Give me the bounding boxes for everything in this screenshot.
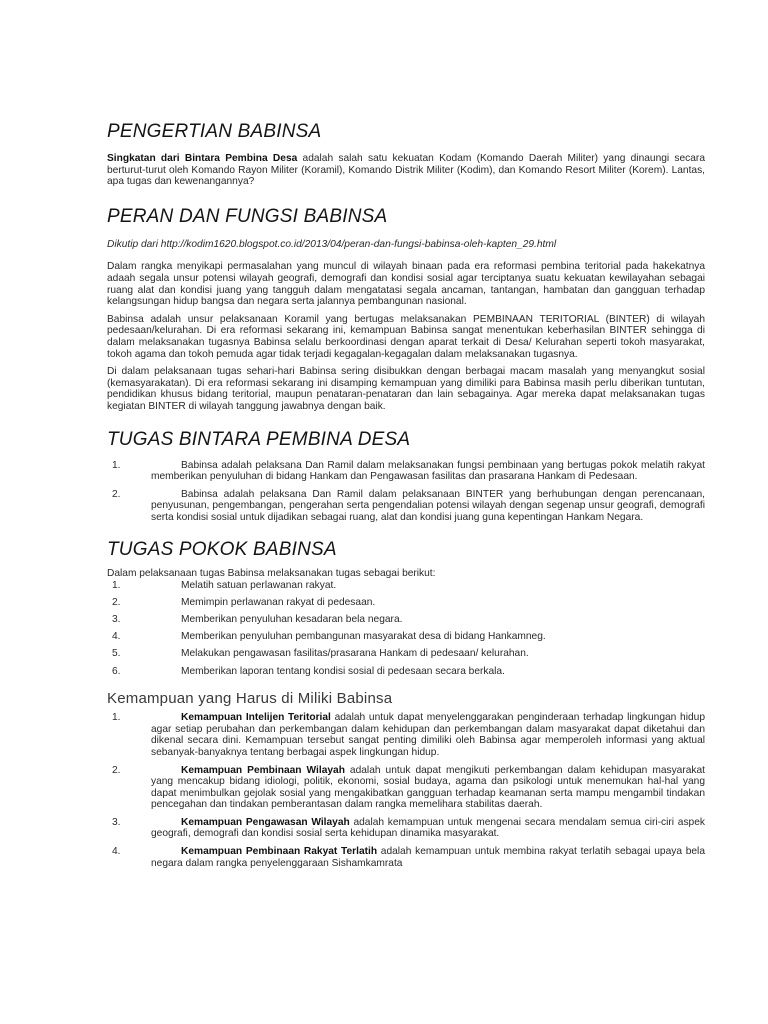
list-item-text: Kemampuan Pembinaan Rakyat Terlatih adalah kemampuan untuk membina rakyat terlatih sebagai upaya bela negara dalam rangka penyelenggaraan Sishamkamrata [151,846,705,869]
heading-peran-fungsi: PERAN DAN FUNGSI BABINSA [107,205,388,227]
list-number: 1. [112,712,121,724]
item-bold-term: Kemampuan Intelijen Teritorial [181,712,331,724]
list-item [107,597,705,609]
paragraph-pengertian [107,153,705,188]
list-number: 2. [112,597,121,609]
heading-tugas-pokok: TUGAS POKOK BABINSA [107,539,337,561]
list-item [107,460,705,483]
tugas-pokok-intro: Dalam pelaksanaan tugas Babinsa melaksanakan tugas sebagai berikut: [107,568,436,580]
tugas-pokok-list [107,580,705,677]
list-number: 1. [112,459,121,471]
list-number: 2. [112,764,121,776]
paragraph-text: adalah salah satu kekuatan Kodam (Komando Daerah Militer) yang dinaungi secara berturut-turut oleh Komando Rayon Militer (Koramil), Komando Distrik Militer (Kodim), dan Komando Resort Militer (Korem). Lantas, apa tugas dan kewenangannya? [107,153,705,188]
bold-lead: Singkatan dari Bintara Pembina Desa [107,153,298,164]
list-number: 1. [112,580,121,592]
list-item [107,817,705,840]
document-content [107,120,705,869]
item-bold-term: Kemampuan Pembinaan Rakyat Terlatih [181,846,378,858]
item-bold-term: Kemampuan Pembinaan Wilayah [181,764,345,776]
list-item-text: Babinsa adalah pelaksana Dan Ramil dalam melaksanakan fungsi pembinaan yang bertugas pokok melatih rakyat memberikan penyuluhan di bidang Hankam dan Pengawasan fasilitas dan prasarana Hankam di Pedesaan. [151,459,705,483]
list-item-text: Memberikan penyuluhan kesadaran bela negara. [181,614,403,626]
list-number: 6. [112,665,121,677]
list-item [107,489,705,524]
list-item [107,648,705,660]
tugas-bintara-list [107,460,705,524]
list-item-text: Kemampuan Pembinaan Wilayah adalah untuk dapat mengikuti perkembangan dalam kehidupan masyarakat yang mencakup bidang idiologi, politik, ekonomi, sosial budaya, agama dan psikologi untuk menemukan hal-hal yang dapat menimbulkan gejolak sosial yang mengakibatkan gangguan terhadap keamanan serta mampu mengambil tindakan pencegahan dan tindakan pemberantasan dalam rangka memelihara stabilitas daerah. [151,764,705,811]
paragraph-peran-2: Babinsa adalah unsur pelaksanaan Koramil yang bertugas melaksanakan PEMBINAAN TERITORIAL (BINTER) di wilayah pedesaan/kelurahan. Di era reformasi sekarang ini, kemampuan Babinsa sangat menentukan keberhasilan BINTER sehingga di dalam melaksanakan tugasnya Babinsa selalu berkoordinasi dengan aparat terkait di Desa/ Kelurahan seperti tokoh masyarakat, tokoh agama dan tokoh pemuda agar tidak terjadi kegagalan-kegagalan dalam melaksanakan tugasnya. [107,313,705,360]
kemampuan-list [107,712,705,869]
list-item-text: Memimpin perlawanan rakyat di pedesaan. [181,597,376,609]
list-number: 4. [112,846,121,858]
list-item [107,765,705,811]
list-item [107,666,705,678]
list-number: 3. [112,614,121,626]
list-item-text: Melakukan pengawasan fasilitas/prasarana Hankam di pedesaan/ kelurahan. [181,648,529,660]
list-number: 2. [112,488,121,500]
list-number: 3. [112,816,121,828]
citation-link[interactable]: Dikutip dari http://kodim1620.blogspot.co.id/2013/04/peran-dan-fungsi-babinsa-oleh-kapten_29.html [107,238,557,250]
heading-kemampuan: Kemampuan yang Harus di Miliki Babinsa [107,690,393,708]
list-item [107,846,705,869]
list-item [107,614,705,626]
list-item-text: Kemampuan Pengawasan Wilayah adalah kemampuan untuk mengenai secara mendalam semua ciri-ciri aspek geografi, demografi dan kondisi sosial serta kehidupan dinamika masyarakat. [151,816,705,840]
list-item-text: Kemampuan Intelijen Teritorial adalah untuk dapat menyelenggarakan penginderaan terhadap lingkungan hidup agar setiap perubahan dan perkembangan dalam kehidupan dan perkembangan dalam masyarakat dapat diketahui dan dikenal secara dini. Kemampuan tersebut sangat penting dimiliki oleh Babinsa agar memperoleh informasi yang aktual sebanyak-banyaknya tentang berbagai aspek lingkungan hidup. [151,712,705,758]
list-item-text: Memberikan laporan tentang kondisi sosial di pedesaan secara berkala. [181,665,505,677]
list-item [107,712,705,758]
heading-tugas-bintara: TUGAS BINTARA PEMBINA DESA [107,428,411,450]
list-number: 4. [112,631,121,643]
heading-pengertian: PENGERTIAN BABINSA [107,121,322,142]
list-number: 5. [112,648,121,660]
list-item-text: Babinsa adalah pelaksana Dan Ramil dalam pelaksanaan BINTER yang berhubungan dengan perencanaan, penyusunan, pengembangan, pengerahan serta pengendalian potensi wilayah dengan segenap unsur geografi, demografi serta kondisi sosial untuk dijadikan sebagai ruang, alat dan kondisi juang guna kepentingan Hankam Negara. [151,488,705,523]
list-item-text: Memberikan penyuluhan pembangunan masyarakat desa di bidang Hankamneg. [181,631,546,643]
list-item-text: Melatih satuan perlawanan rakyat. [181,580,337,592]
list-item [107,580,705,592]
list-item [107,631,705,643]
paragraph-peran-1: Dalam rangka menyikapi permasalahan yang muncul di wilayah binaan pada era reformasi pembina teritorial pada hakekatnya adaah segala unsur potensi wilayah geografi, demografi dan kondisi sosial agar terciptanya suatu kekuatan kewilayahan sebagai ruang alat dan kondisi juang yang tangguh dalam mengatatasi segala ancaman, tantangan, hambatan dan gangguan terhadap kelangsungan hidup bangsa dan negara serta jalannya pembangunan nasional. [107,261,705,308]
paragraph-peran-3: Di dalam pelaksanaan tugas sehari-hari Babinsa sering disibukkan dengan berbagai macam masalah yang menyangkut sosial (kemasyarakatan). Di era reformasi sekarang ini disamping kemampuan yang dimiliki para Babinsa masih perlu diberikan tuntutan, pendidikan khusus bidang teritorial, maupun penataran-penataran dan lain sebagainya. Agar mereka dapat melaksanakan tugas kegiatan BINTER di wilayah tanggung jawabnya dengan baik. [107,366,705,412]
item-bold-term: Kemampuan Pengawasan Wilayah [181,816,350,828]
